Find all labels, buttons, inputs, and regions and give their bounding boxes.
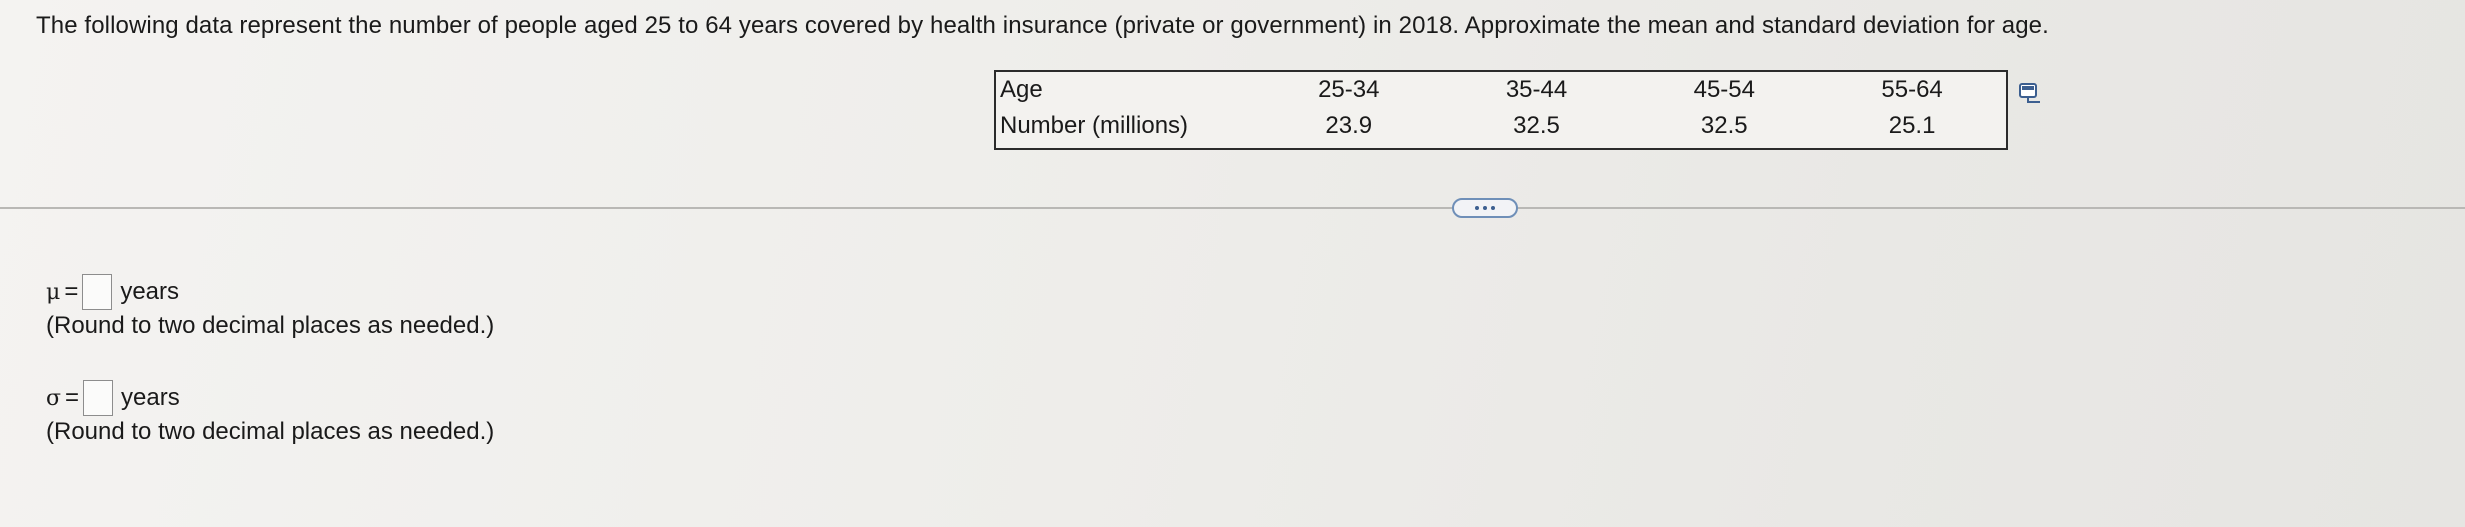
mean-input[interactable] (82, 274, 112, 310)
more-options-button[interactable] (1452, 198, 1518, 218)
data-table (994, 70, 2008, 150)
age-cell: 35-44 (1505, 76, 1568, 103)
question-text: The following data represent the number of people aged 25 to 64 years covered by health insurance (private or government) in 2018. Approximate the mean and standard deviation for age. (36, 12, 2049, 39)
copy-data-icon[interactable] (2018, 82, 2042, 104)
mean-unit: years (120, 278, 180, 305)
mean-answer-line (46, 274, 494, 310)
mean-rounding-note: (Round to two decimal places as needed.) (46, 312, 495, 339)
number-row (996, 108, 2006, 144)
dot-icon (1475, 206, 1479, 210)
std-dev-answer-line (46, 380, 494, 416)
equals-sign: = (65, 384, 80, 411)
number-cell: 32.5 (1700, 112, 1748, 139)
data-table-grid (996, 72, 2006, 144)
age-row (996, 72, 2006, 108)
row-label-number: Number (millions) (1000, 112, 1189, 139)
age-cell: 45-54 (1693, 76, 1755, 103)
number-cell: 25.1 (1888, 112, 1936, 139)
number-cell: 23.9 (1325, 112, 1373, 139)
dot-icon (1491, 206, 1495, 210)
section-divider (0, 207, 2465, 209)
dot-icon (1483, 206, 1487, 210)
number-cell: 32.5 (1513, 112, 1560, 139)
sigma-symbol: σ (46, 385, 62, 411)
mean-answer (46, 274, 494, 340)
equals-sign: = (64, 278, 79, 305)
age-cell: 55-64 (1881, 76, 1943, 103)
mu-symbol: μ (46, 279, 61, 305)
std-dev-input[interactable] (83, 380, 113, 416)
std-dev-rounding-note: (Round to two decimal places as needed.) (46, 418, 495, 445)
std-dev-unit: years (121, 384, 180, 411)
row-label-age: Age (1000, 76, 1043, 103)
std-dev-answer (46, 380, 494, 446)
age-cell: 25-34 (1318, 76, 1380, 103)
